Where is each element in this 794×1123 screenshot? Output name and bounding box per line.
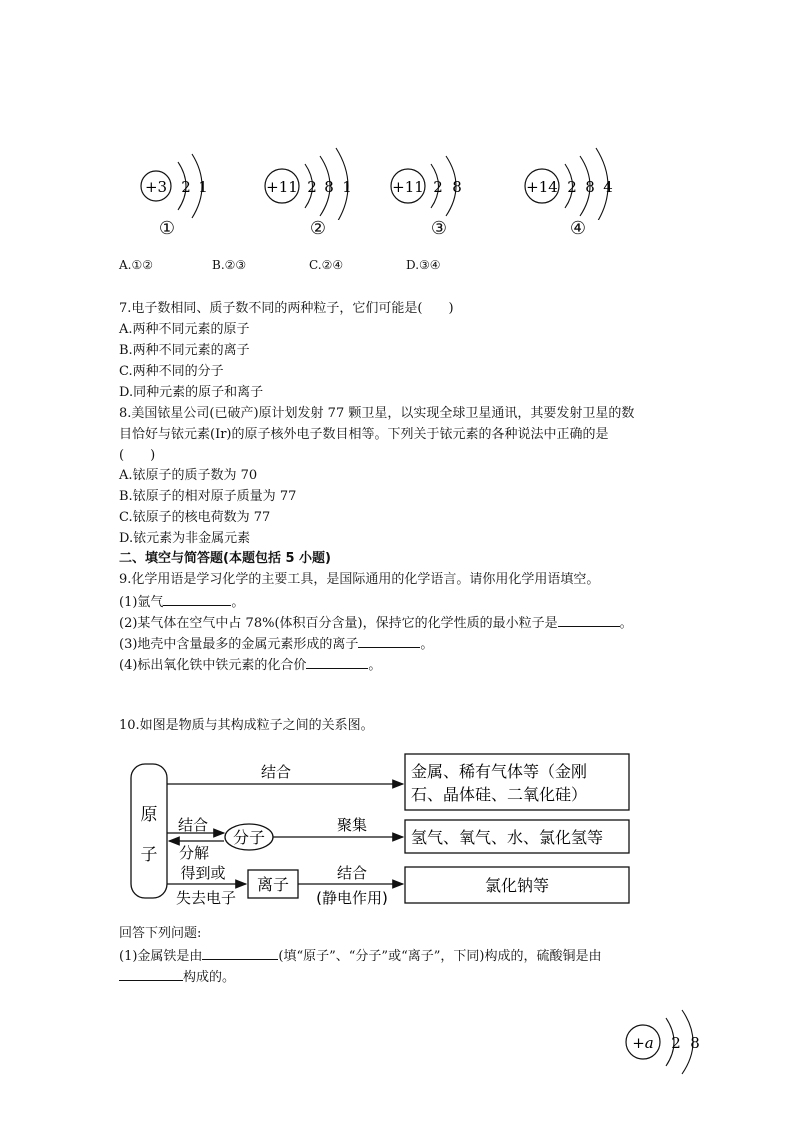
section-2-title: 二、填空与简答题(本题包括 5 小题) [119,551,331,566]
atom-4-shell-1: 2 [567,178,577,196]
q9-part-2 [119,612,633,634]
box-molecular-text: 氢气、氧气、水、氯化氢等 [411,828,604,847]
q6-option-d: D.③④ [406,258,441,272]
atom-a-shell-2: 8 [690,1034,700,1052]
atom-char-1: 原 [140,805,158,825]
atom-diagram-1 [141,154,208,218]
q10-part-1-line-1 [119,945,601,967]
atom-1-shell-2: 1 [198,178,208,196]
q9-part-4-text: (4)标出氧化铁中铁元素的化合价 [119,658,307,673]
q8-option-a: A.铱原子的质子数为 70 [119,468,258,483]
q6-option-a: A.①② [119,258,153,272]
atom-2-nucleus: +11 [266,178,298,196]
q9-part-4 [119,654,381,676]
q9-stem: 9.化学用语是学习化学的主要工具，是国际通用的化学语言。请你用化学用语填空。 [119,572,600,587]
atom-1-nucleus: +3 [144,178,168,196]
q9-part-2-end: 。 [619,616,633,631]
atom-diagram-3 [391,156,462,216]
electrostatic-label: (静电作用) [316,889,388,907]
atom-diagram-2 [265,148,352,220]
q7-option-b: B.两种不同元素的离子 [119,343,250,358]
q9-part-3-end: 。 [420,637,434,652]
atom-diagram-4 [525,148,613,220]
box-metals-line-1: 金属、稀有气体等（金刚 [411,762,588,781]
q9-part-3-text: (3)地壳中含量最多的金属元素形成的离子 [119,637,359,652]
combine-label-2: 结合 [177,816,209,834]
q10-stem: 10.如图是物质与其构成粒子之间的关系图。 [119,718,374,733]
q7-option-a: A.两种不同元素的原子 [119,322,250,337]
q8-option-d: D.铱元素为非金属元素 [119,531,251,546]
atom-box [131,764,167,898]
q7-stem: 7.电子数相同、质子数不同的两种粒子，它们可能是( ) [119,301,454,316]
atom-4-nucleus: +14 [526,178,558,196]
q10-part-1-mid: (填“原子”、“分子”或“离子”，下同)构成的，硫酸铜是由 [278,949,602,964]
atom-label-4: ④ [569,218,587,239]
q9-blank-1[interactable] [163,591,231,606]
atom-1-shell-1: 2 [181,178,191,196]
q7-option-d: D.同种元素的原子和离子 [119,385,264,400]
atom-3-shell-1: 2 [433,178,443,196]
box-metals-line-2: 石、晶体硅、二氧化硅） [411,785,588,804]
combine-label-3: 结合 [336,864,368,882]
atom-4-shell-2: 8 [585,178,595,196]
substance-particle-diagram [120,748,640,913]
atom-4-shell-3: 4 [603,178,613,196]
atom-char-2: 子 [140,845,158,865]
q7-option-c: C.两种不同的分子 [119,364,224,379]
gain-lose-label-1: 得到或 [180,864,226,882]
gain-lose-label-2: 失去电子 [175,889,237,907]
q8-option-b: B.铱原子的相对原子质量为 77 [119,489,297,504]
q10-part-1-end: 构成的。 [183,970,236,985]
q9-blank-4[interactable] [306,654,368,669]
atom-structure-diagrams [0,140,794,220]
atom-2-shell-2: 8 [324,178,334,196]
q8-stem-line-2: 目恰好与铱元素(Ir)的原子核外电子数目相等。下列关于铱元素的各种说法中正确的是 [119,427,609,442]
q9-part-4-end: 。 [368,658,382,673]
atom-a-shell-1: 2 [671,1034,681,1052]
q9-part-3 [119,633,433,655]
atom-2-shell-1: 2 [307,178,317,196]
atom-a-diagram [618,1002,708,1082]
atom-label-1: ① [158,218,176,239]
atom-3-nucleus: +11 [392,178,424,196]
q10-blank-2[interactable] [119,966,183,981]
q9-part-2-text: (2)某气体在空气中占 78%(体积百分含量)，保持它的化学性质的最小粒子是 [119,616,558,631]
q10-part-1-text: (1)金属铁是由 [119,949,203,964]
q8-option-c: C.铱原子的核电荷数为 77 [119,510,271,525]
q9-part-1-end: 。 [231,595,245,610]
q10-part-1-line-2 [119,966,235,988]
q6-option-b: B.②③ [212,258,247,272]
combine-label-1: 结合 [260,763,292,781]
q8-stem-line-1: 8.美国铱星公司(已破产)原计划发射 77 颗卫星，以实现全球卫星通讯，其要发射卫星的数 [119,406,635,421]
atom-label-3: ③ [430,218,448,239]
gather-label: 聚集 [336,816,368,834]
atom-3-shell-2: 8 [452,178,462,196]
atom-a-nucleus: +a [632,1034,654,1052]
q9-part-1-text: (1)氩气 [119,595,164,610]
q9-blank-2[interactable] [558,612,620,627]
q10-answer-prompt: 回答下列问题: [119,926,202,941]
atom-2-shell-3: 1 [342,178,352,196]
atom-label-2: ② [309,218,327,239]
decompose-label: 分解 [178,844,210,862]
ion-label: 离子 [256,875,290,894]
box-ionic-text: 氯化钠等 [484,876,550,895]
q9-blank-3[interactable] [358,633,420,648]
q8-stem-line-3: ( ) [119,448,156,463]
molecule-label: 分子 [232,828,266,847]
q9-part-1 [119,591,244,613]
q6-option-c: C.②④ [309,258,344,272]
q10-blank-1[interactable] [202,945,278,960]
